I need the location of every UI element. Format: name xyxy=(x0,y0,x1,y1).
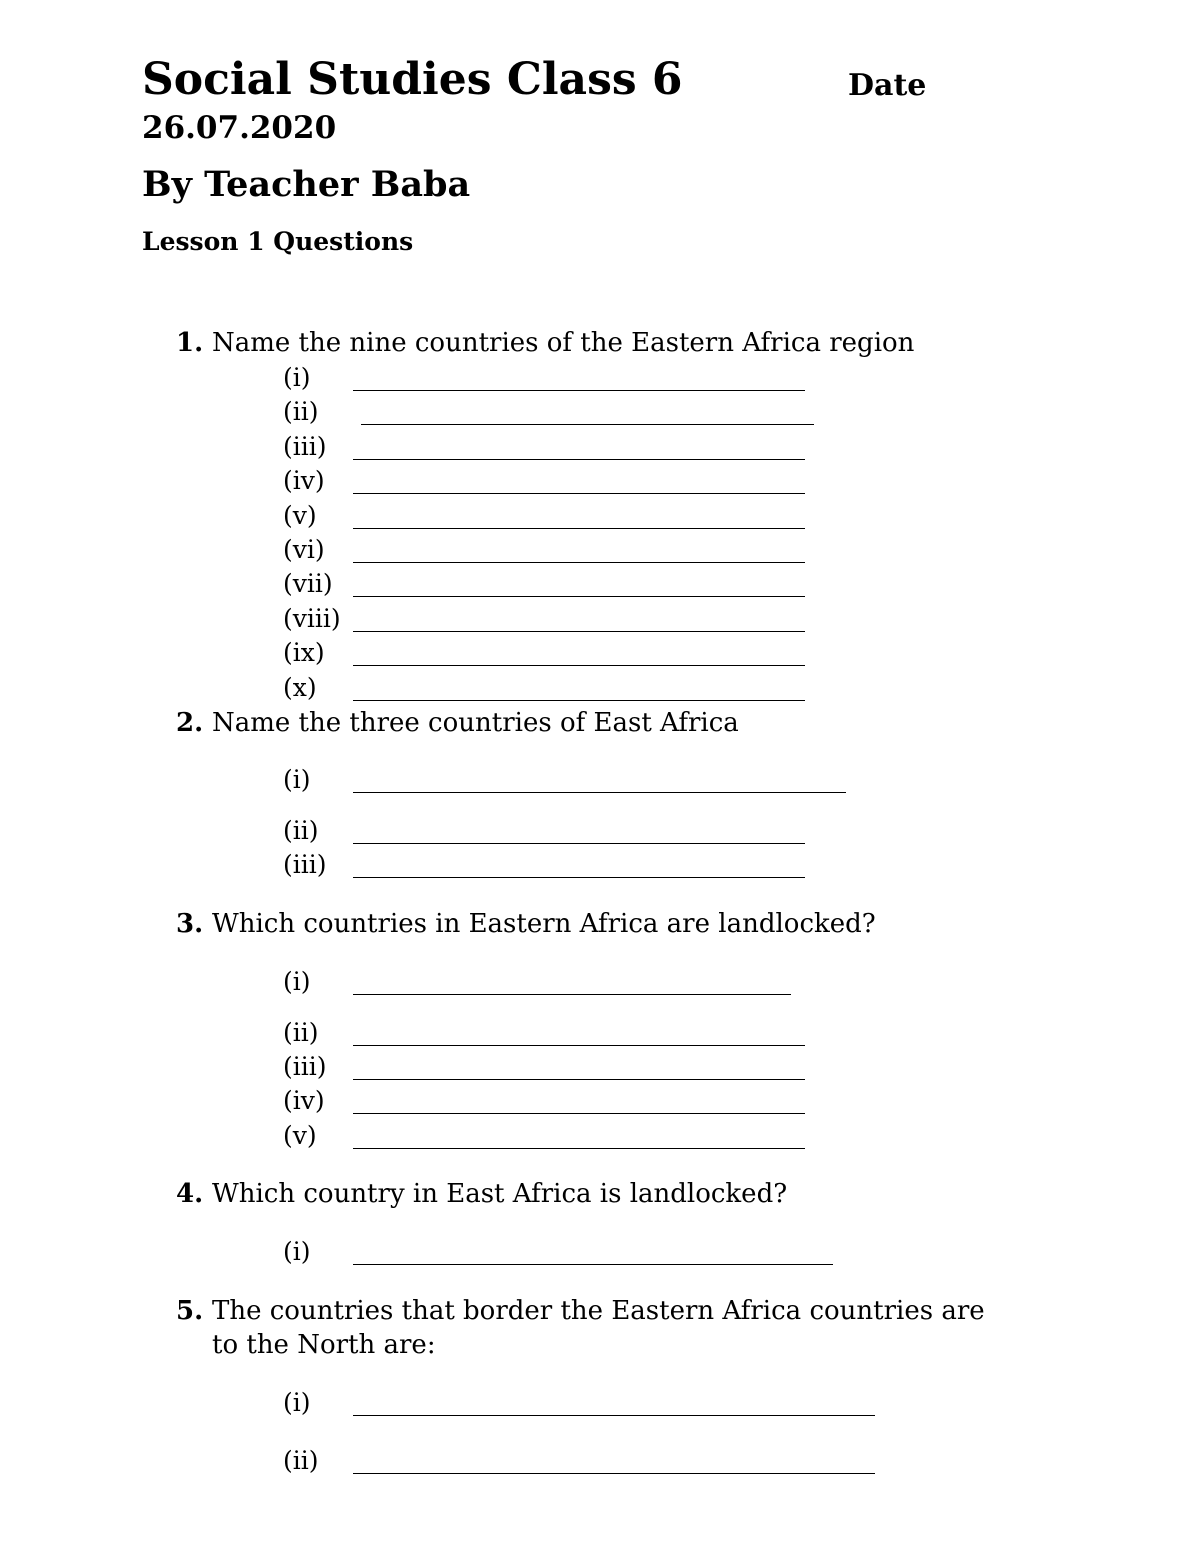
answer-label: (ii) xyxy=(283,397,319,426)
question-5-text-line-2: to the North are: xyxy=(212,1330,436,1360)
answer-label: (i) xyxy=(283,765,311,794)
date-value: 26.07.2020 xyxy=(142,110,337,146)
question-3-text: Which countries in Eastern Africa are landlocked? xyxy=(212,909,876,939)
answer-blank[interactable] xyxy=(353,665,805,666)
question-4-text: Which country in East Africa is landlocked? xyxy=(212,1179,788,1209)
question-3-number: 3. xyxy=(176,909,204,939)
question-1-number: 1. xyxy=(176,328,204,358)
answer-blank[interactable] xyxy=(353,528,805,529)
date-label: Date xyxy=(848,68,927,103)
answer-blank[interactable] xyxy=(353,994,791,995)
answer-blank[interactable] xyxy=(353,877,805,878)
question-5-text-line-1: The countries that border the Eastern Africa countries are xyxy=(212,1296,985,1326)
answer-blank[interactable] xyxy=(353,459,805,460)
answer-blank[interactable] xyxy=(353,1473,875,1474)
answer-label: (iv) xyxy=(283,466,325,495)
answer-label: (ii) xyxy=(283,816,319,845)
answer-label: (iv) xyxy=(283,1086,325,1115)
answer-label: (i) xyxy=(283,967,311,996)
answer-blank[interactable] xyxy=(353,1415,875,1416)
answer-blank[interactable] xyxy=(353,1079,805,1080)
answer-blank[interactable] xyxy=(353,1148,805,1149)
lesson-heading: Lesson 1 Questions xyxy=(142,227,414,256)
answer-blank[interactable] xyxy=(353,843,805,844)
answer-blank[interactable] xyxy=(353,493,805,494)
question-1-text: Name the nine countries of the Eastern Africa region xyxy=(212,328,915,358)
answer-label: (ii) xyxy=(283,1018,319,1047)
answer-label: (v) xyxy=(283,1121,317,1150)
answer-label: (vii) xyxy=(283,569,333,598)
answer-label: (vi) xyxy=(283,535,325,564)
answer-blank[interactable] xyxy=(353,700,805,701)
answer-label: (iii) xyxy=(283,432,327,461)
question-2-text: Name the three countries of East Africa xyxy=(212,708,739,738)
author-line: By Teacher Baba xyxy=(142,164,471,205)
answer-label: (i) xyxy=(283,1237,311,1266)
answer-label: (x) xyxy=(283,673,317,702)
answer-blank[interactable] xyxy=(353,1045,805,1046)
answer-label: (v) xyxy=(283,501,317,530)
answer-blank[interactable] xyxy=(353,1264,833,1265)
answer-blank[interactable] xyxy=(353,562,805,563)
question-2-number: 2. xyxy=(176,708,204,738)
answer-blank[interactable] xyxy=(353,596,805,597)
answer-label: (i) xyxy=(283,1388,311,1417)
answer-label: (iii) xyxy=(283,1052,327,1081)
answer-label: (ix) xyxy=(283,638,325,667)
answer-label: (i) xyxy=(283,363,311,392)
answer-blank[interactable] xyxy=(353,631,805,632)
answer-blank[interactable] xyxy=(353,390,805,391)
page-title: Social Studies Class 6 xyxy=(142,54,683,105)
answer-label: (iii) xyxy=(283,850,327,879)
answer-label: (viii) xyxy=(283,604,341,633)
answer-blank[interactable] xyxy=(353,792,846,793)
question-4-number: 4. xyxy=(176,1179,204,1209)
question-5-number: 5. xyxy=(176,1296,204,1326)
answer-blank[interactable] xyxy=(353,1113,805,1114)
answer-blank[interactable] xyxy=(361,424,814,425)
answer-label: (ii) xyxy=(283,1446,319,1475)
